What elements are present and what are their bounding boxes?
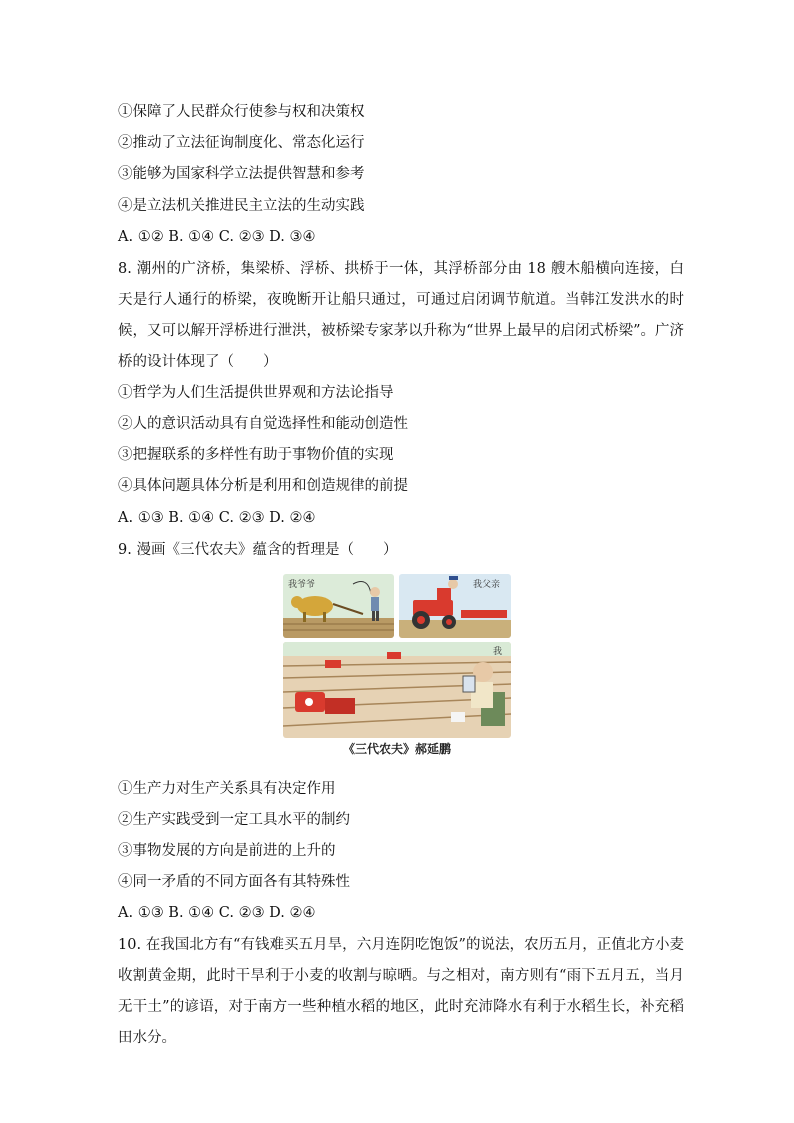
- panel2-label: 我父亲: [473, 580, 501, 590]
- q9-item-3: ③事物发展的方向是前进的上升的: [118, 843, 336, 859]
- panel-grandfather: [283, 574, 394, 638]
- panel-me: [283, 642, 511, 738]
- q10-stem: 10. 在我国北方有“有钱难买五月旱，六月连阴吃饱饭”的说法，农历五月，正值北方小麦收割黄金期，此时干旱利于小麦的收割与晾晒。与之相对，南方则有“雨下五月五，当月无干土”的谚语，对于南方一些种植水稻的地区，此时充沛降水有利于水稻生长，补充稻田水分。: [118, 937, 684, 1046]
- q9-options: A. ①③ B. ①④ C. ②③ D. ②④: [118, 905, 316, 921]
- q8-stem: 8. 潮州的广济桥，集梁桥、浮桥、拱桥于一体，其浮桥部分由 18 艘木船横向连接，白天是行人通行的桥梁，夜晚断开让船只通过，可通过启闭调节航道。当韩江发洪水的时候，又可以解开浮桥进行泄洪，被桥梁专家茅以升称为“世界上最早的启闭式桥梁”。广济桥的设计体现了（ ）: [118, 261, 684, 370]
- q8-options: A. ①③ B. ①④ C. ②③ D. ②④: [118, 510, 316, 526]
- q8-item-3: ③把握联系的多样性有助于事物价值的实现: [118, 447, 394, 463]
- panel-father: [399, 574, 511, 638]
- q9-item-1: ①生产力对生产关系具有决定作用: [118, 781, 336, 797]
- autonomous-harvester-illustration: [283, 642, 511, 738]
- q7-item-4: ④是立法机关推进民主立法的生动实践: [118, 198, 365, 214]
- q8-item-2: ②人的意识活动具有自觉选择性和能动创造性: [118, 416, 408, 432]
- q7-item-3: ③能够为国家科学立法提供智慧和参考: [118, 166, 365, 182]
- q9-item-4: ④同一矛盾的不同方面各有其特殊性: [118, 874, 350, 890]
- figure-caption: 《三代农夫》郝延鹏: [342, 742, 451, 756]
- q7-item-1: ①保障了人民群众行使参与权和决策权: [118, 104, 365, 120]
- panel3-label: 我: [493, 647, 503, 657]
- q7-options: A. ①② B. ①④ C. ②③ D. ③④: [118, 229, 316, 245]
- q9-stem: 9. 漫画《三代农夫》蕴含的哲理是（ ）: [118, 542, 398, 558]
- cartoon-figure: [283, 574, 511, 738]
- panel1-label: 我爷爷: [288, 580, 316, 590]
- q7-item-2: ②推动了立法征询制度化、常态化运行: [118, 135, 365, 151]
- q9-item-2: ②生产实践受到一定工具水平的制约: [118, 812, 350, 828]
- q8-item-4: ④具体问题具体分析是利用和创造规律的前提: [118, 478, 408, 494]
- q8-item-1: ①哲学为人们生活提供世界观和方法论指导: [118, 385, 394, 401]
